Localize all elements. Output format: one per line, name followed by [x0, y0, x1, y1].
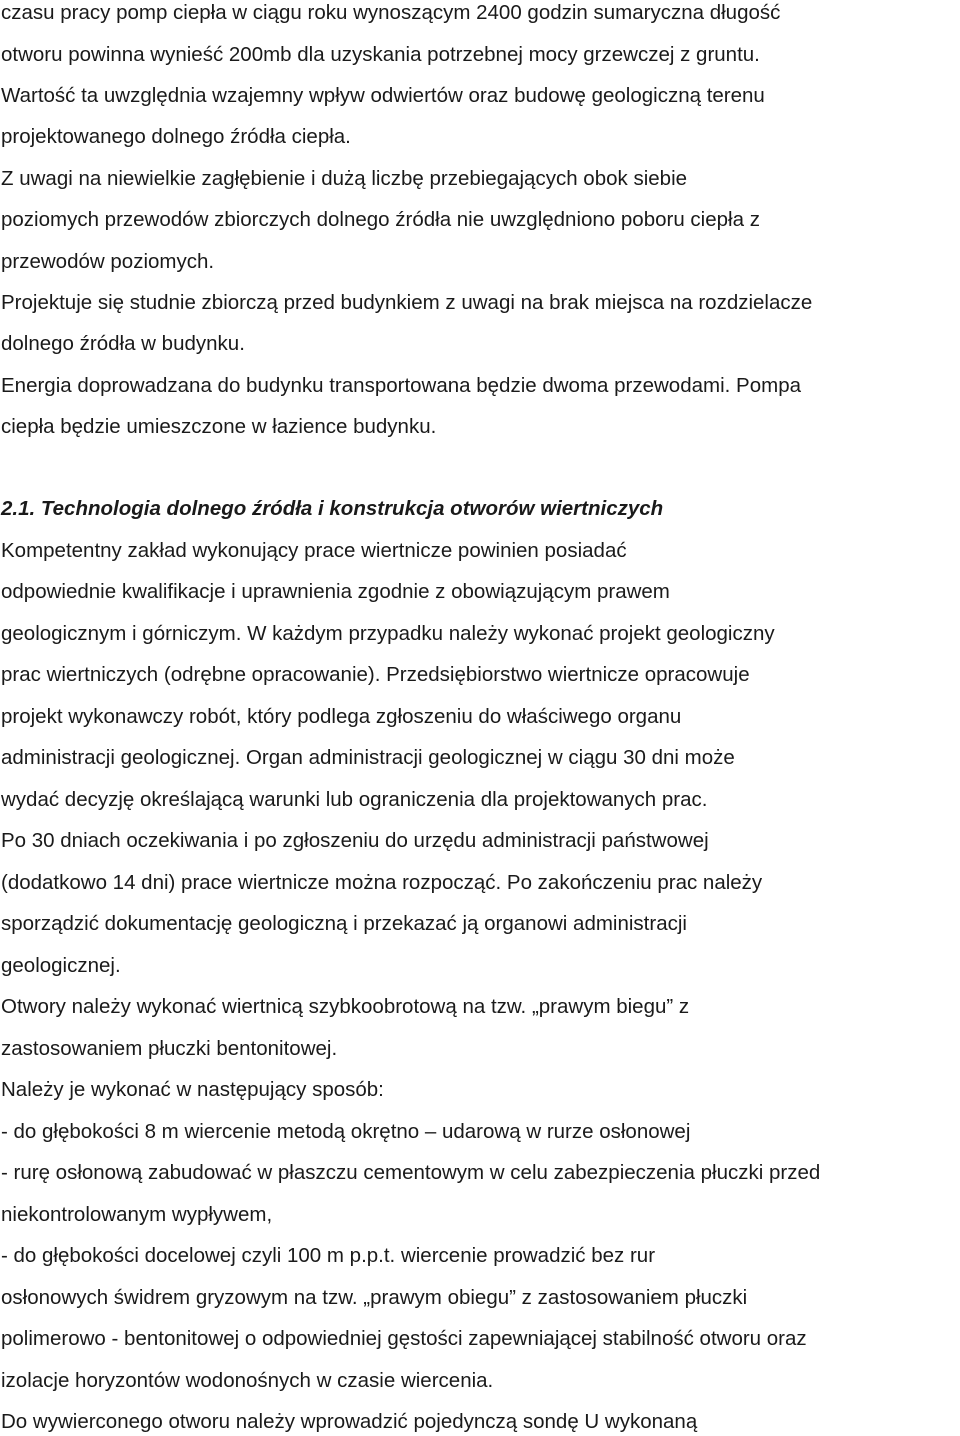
text-line: czasu pracy pomp ciepła w ciągu roku wynoszącym 2400 godzin sumaryczna długość: [1, 1, 781, 24]
text-line: przewodów poziomych.: [1, 250, 215, 273]
text-line: Projektuje się studnie zbiorczą przed budynkiem z uwagi na brak miejsca na rozdzielacze: [1, 291, 813, 314]
text-line: odpowiednie kwalifikacje i uprawnienia zgodnie z obowiązującym prawem: [1, 580, 670, 603]
list-item-line: osłonowych świdrem gryzowym na tzw. „prawym obiegu” z zastosowaniem płuczki: [1, 1286, 748, 1309]
text-line: Wartość ta uwzględnia wzajemny wpływ odwiertów oraz budowę geologiczną terenu: [1, 84, 765, 107]
text-line: poziomych przewodów zbiorczych dolnego źródła nie uwzględniono poboru ciepła z: [1, 208, 760, 231]
section-heading: 2.1. Technologia dolnego źródła i konstrukcja otworów wiertniczych: [1, 497, 664, 520]
list-item-line: - rurę osłonową zabudować w płaszczu cementowym w celu zabezpieczenia płuczki przed: [1, 1161, 821, 1184]
text-line: administracji geologicznej. Organ administracji geologicznej w ciągu 30 dni może: [1, 746, 735, 769]
text-line: geologicznej.: [1, 954, 121, 977]
text-line: Po 30 dniach oczekiwania i po zgłoszeniu do urzędu administracji państwowej: [1, 829, 709, 852]
text-line: (dodatkowo 14 dni) prace wiertnicze można rozpocząć. Po zakończeniu prac należy: [1, 871, 763, 894]
text-line: otworu powinna wynieść 200mb dla uzyskania potrzebnej mocy grzewczej z gruntu.: [1, 43, 760, 66]
text-line: ciepła będzie umieszczone w łazience budynku.: [1, 415, 437, 438]
text-line: Energia doprowadzana do budynku transportowana będzie dwoma przewodami. Pompa: [1, 374, 801, 397]
text-line: Do wywierconego otworu należy wprowadzić pojedynczą sondę U wykonaną: [1, 1410, 698, 1433]
text-line: projekt wykonawczy robót, który podlega zgłoszeniu do właściwego organu: [1, 705, 682, 728]
text-line: dolnego źródła w budynku.: [1, 332, 245, 355]
list-item-line: niekontrolowanym wypływem,: [1, 1203, 273, 1226]
list-item-line: - do głębokości docelowej czyli 100 m p.p.t. wiercenie prowadzić bez rur: [1, 1244, 656, 1267]
text-line: projektowanego dolnego źródła ciepła.: [1, 125, 351, 148]
text-line: Kompetentny zakład wykonujący prace wiertnicze powinien posiadać: [1, 539, 627, 562]
list-item-line: polimerowo - bentonitowej o odpowiedniej gęstości zapewniającej stabilność otworu oraz: [1, 1327, 807, 1350]
text-line: Otwory należy wykonać wiertnicą szybkoobrotową na tzw. „prawym biegu” z: [1, 995, 690, 1018]
text-line: prac wiertniczych (odrębne opracowanie). Przedsiębiorstwo wiertnicze opracowuje: [1, 663, 750, 686]
text-line: wydać decyzję określającą warunki lub ograniczenia dla projektowanych prac.: [1, 788, 708, 811]
text-line: sporządzić dokumentację geologiczną i przekazać ją organowi administracji: [1, 912, 687, 935]
list-item-line: izolacje horyzontów wodonośnych w czasie wiercenia.: [1, 1369, 494, 1392]
text-line: Należy je wykonać w następujący sposób:: [1, 1078, 384, 1101]
text-line: geologicznym i górniczym. W każdym przypadku należy wykonać projekt geologiczny: [1, 622, 775, 645]
text-line: Z uwagi na niewielkie zagłębienie i dużą liczbę przebiegających obok siebie: [1, 167, 688, 190]
text-line: zastosowaniem płuczki bentonitowej.: [1, 1037, 338, 1060]
list-item-line: - do głębokości 8 m wiercenie metodą okrętno – udarową w rurze osłonowej: [1, 1120, 691, 1143]
